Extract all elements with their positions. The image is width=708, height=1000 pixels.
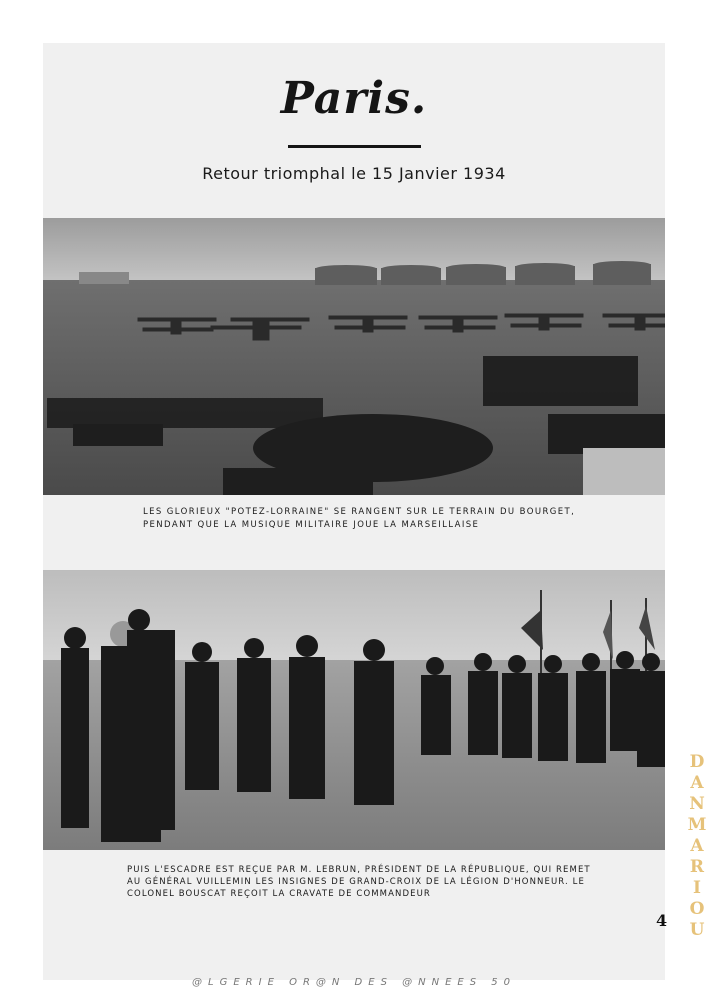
- photo2-caption: PUIS L'ESCADRE EST REÇUE PAR M. LEBRUN, PRÉSIDENT DE LA RÉPUBLIQUE, QUI REMET AU GÉNÉRAL VUILLEMIN LES INSIGNES DE GRAND-CROIX DE LA LÉGION D'HONNEUR. LE COLONEL BOUSCAT REÇOIT LA CRAVATE DE COMMANDEUR: [127, 865, 591, 899]
- footer-credit: @LGERIE OR@N DES @NNEES 50: [192, 977, 516, 988]
- page-sheet: [43, 43, 668, 980]
- title-underline: [288, 145, 421, 148]
- watermark-signature: DANMARIOU: [687, 752, 707, 941]
- photo1-caption: LES GLORIEUX "POTEZ-LORRAINE" SE RANGENT SUR LE TERRAIN DU BOURGET, PENDANT QUE LA MUSIQUE MILITAIRE JOUE LA MARSEILLAISE: [143, 507, 576, 530]
- photo-airfield-biplanes: [43, 218, 665, 495]
- page-subtitle: Retour triomphal le 15 Janvier 1934: [202, 164, 506, 183]
- page-number: 4: [656, 911, 668, 930]
- photo-officers-ceremony: [43, 570, 665, 850]
- page-title: Paris.: [280, 73, 428, 124]
